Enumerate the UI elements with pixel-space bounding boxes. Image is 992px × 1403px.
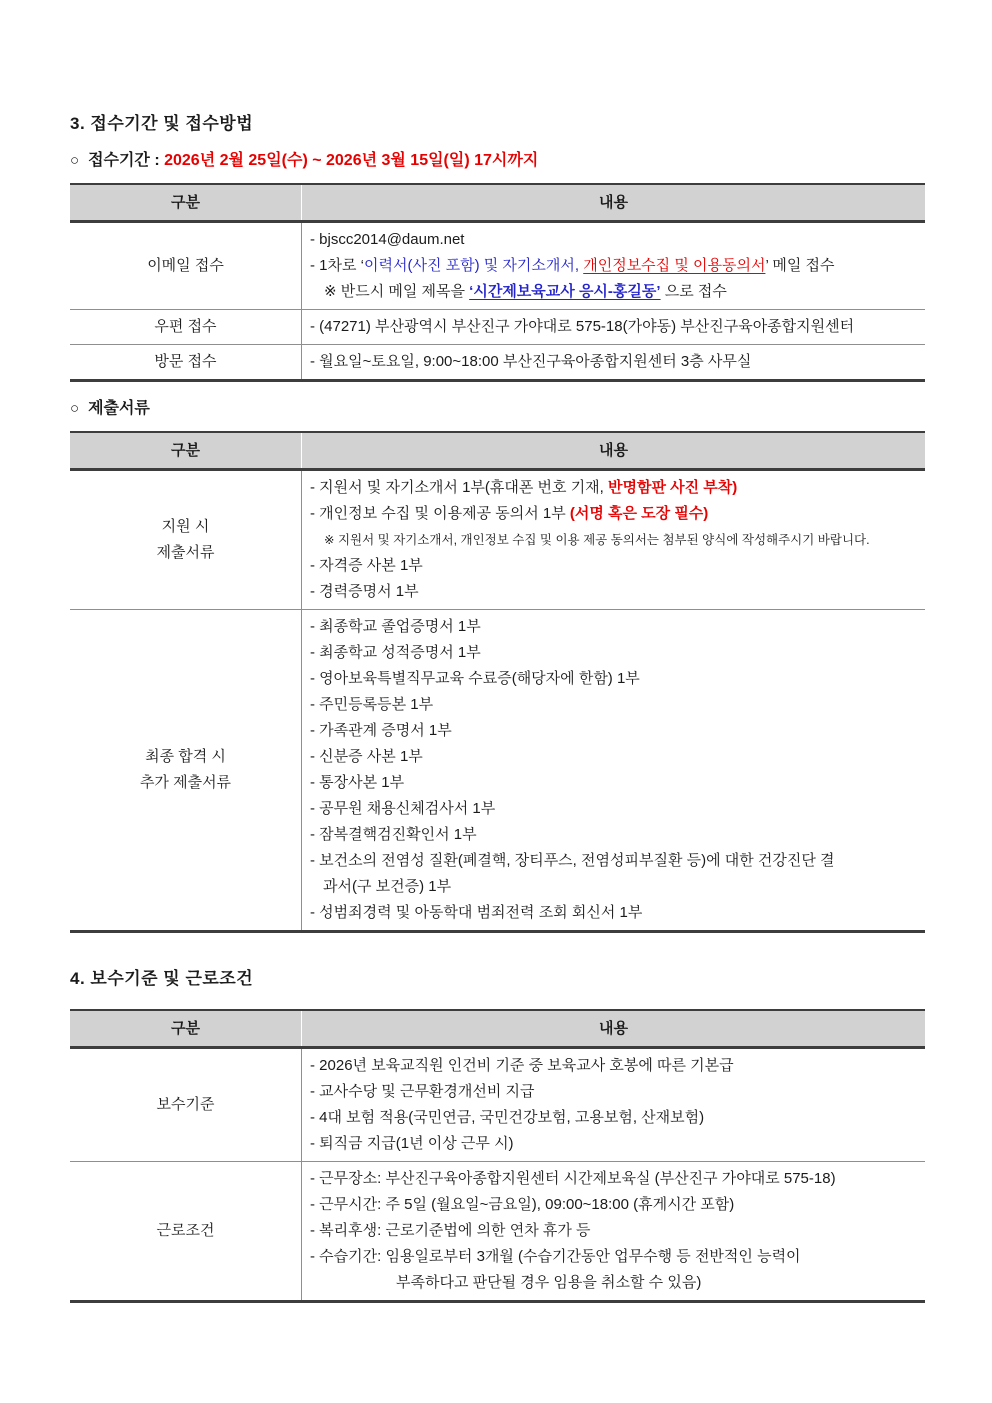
- row-label: [70, 1162, 302, 1300]
- content-line: - 월요일~토요일, 9:00~18:00 부산진구육아종합지원센터 3층 사무실: [310, 353, 752, 370]
- column-header: 내용: [599, 442, 628, 459]
- row-label-line: 보수기준: [156, 1096, 215, 1113]
- row-label-line: 방문 접수: [154, 353, 217, 370]
- table-header-row: [70, 433, 925, 471]
- row-content: [302, 1049, 925, 1161]
- content-line: - 영아보육특별직무교육 수료증(해당자에 한함) 1부: [310, 670, 640, 687]
- content-line: ※ 반드시 메일 제목을 ‘시간제보육교사 응시-홍길동’ 으로 접수: [324, 283, 727, 300]
- content-line: - 1차로 ‘이력서(사진 포함) 및 자기소개서, 개인정보수집 및 이용동의서’ 메일 접수: [310, 257, 835, 274]
- circle-bullet-icon: ○: [70, 400, 80, 417]
- content-line: - 수습기간: 임용일로부터 3개월 (수습기간동안 업무수행 등 전반적인 능력이: [310, 1248, 801, 1265]
- application-period-label: 접수기간 :: [88, 152, 165, 169]
- content-line: 과서(구 보건증) 1부: [323, 878, 452, 895]
- content-line: - 주민등록등본 1부: [310, 696, 434, 713]
- content-line: - 잠복결핵검진확인서 1부: [310, 826, 477, 843]
- table-row: [70, 1162, 925, 1300]
- row-label-line: 우편 접수: [154, 318, 217, 335]
- content-line: - bjscc2014@daum.net: [310, 231, 465, 248]
- content-line: - 자격증 사본 1부: [310, 557, 423, 574]
- content-line: - 퇴직금 지급(1년 이상 근무 시): [310, 1135, 514, 1152]
- row-label-line: 근로조건: [156, 1222, 215, 1239]
- content-line: - 통장사본 1부: [310, 774, 405, 791]
- row-label: [70, 471, 302, 609]
- content-line: - 교사수당 및 근무환경개선비 지급: [310, 1083, 535, 1100]
- table-row: [70, 1049, 925, 1162]
- application-period-value: 2026년 2월 25일(수) ~ 2026년 3월 15일(일) 17시까지: [164, 152, 539, 169]
- row-content: [302, 1162, 925, 1300]
- submission-docs-table: [70, 431, 925, 933]
- row-content: [302, 471, 925, 609]
- column-header: 구분: [70, 185, 302, 220]
- column-header: 내용: [599, 194, 628, 211]
- column-header: 구분: [70, 433, 302, 468]
- submission-docs-heading: [70, 399, 925, 419]
- column-header: 구분: [70, 1011, 302, 1046]
- table-row: [70, 610, 925, 930]
- column-header: 내용: [599, 1020, 628, 1037]
- table-row: [70, 471, 925, 610]
- content-line: - 근무시간: 주 5일 (월요일~금요일), 09:00~18:00 (휴게시간 포함): [310, 1196, 735, 1213]
- row-label-line: 추가 제출서류: [139, 774, 232, 791]
- content-line: - (47271) 부산광역시 부산진구 가야대로 575-18(가야동) 부산진구육아종합지원센터: [310, 318, 855, 335]
- row-label-line: 이메일 접수: [147, 257, 224, 274]
- content-line: - 최종학교 성적증명서 1부: [310, 644, 481, 661]
- table-row: [70, 345, 925, 379]
- row-content: [302, 345, 925, 379]
- row-content: [302, 310, 925, 344]
- content-line: - 지원서 및 자기소개서 1부(휴대폰 번호 기재, 반명함판 사진 부착): [310, 479, 738, 496]
- section-3-title: 3. 접수기간 및 접수방법: [70, 114, 254, 133]
- content-line: ※ 지원서 및 자기소개서, 개인정보 수집 및 이용 제공 동의서는 첨부된 양식에 작성해주시기 바랍니다.: [324, 533, 870, 547]
- circle-bullet-icon: ○: [70, 152, 80, 169]
- content-line: - 4대 보험 적용(국민연금, 국민건강보험, 고용보험, 산재보험): [310, 1109, 705, 1126]
- content-line: - 경력증명서 1부: [310, 583, 419, 600]
- row-content: [302, 223, 925, 309]
- row-content: [302, 610, 925, 930]
- application-period-line: [70, 151, 925, 171]
- table-header-row: [70, 185, 925, 223]
- content-line: - 2026년 보육교직원 인건비 기준 중 보육교사 호봉에 따른 기본급: [310, 1057, 734, 1074]
- table-row: [70, 310, 925, 345]
- table-row: [70, 223, 925, 310]
- content-line: - 보건소의 전염성 질환(폐결핵, 장티푸스, 전염성피부질환 등)에 대한 건강진단 결: [310, 852, 835, 869]
- content-line: 부족하다고 판단될 경우 임용을 취소할 수 있음): [396, 1274, 702, 1291]
- content-line: - 가족관계 증명서 1부: [310, 722, 452, 739]
- row-label: [70, 345, 302, 379]
- pay-conditions-table: [70, 1009, 925, 1303]
- content-line: - 근무장소: 부산진구육아종합지원센터 시간제보육실 (부산진구 가야대로 575-18): [310, 1170, 836, 1187]
- application-method-table: [70, 183, 925, 382]
- row-label-line: 지원 시: [161, 518, 210, 535]
- row-label: [70, 1049, 302, 1161]
- content-line: - 성범죄경력 및 아동학대 범죄전력 조회 회신서 1부: [310, 904, 643, 921]
- content-line: - 개인정보 수집 및 이용제공 동의서 1부 (서명 혹은 도장 필수): [310, 505, 709, 522]
- content-line: - 복리후생: 근로기준법에 의한 연차 휴가 등: [310, 1222, 591, 1239]
- submission-docs-label: 제출서류: [88, 400, 150, 417]
- row-label-line: 제출서류: [156, 544, 215, 561]
- content-line: - 최종학교 졸업증명서 1부: [310, 618, 481, 635]
- row-label-line: 최종 합격 시: [145, 748, 226, 765]
- row-label: [70, 223, 302, 309]
- row-label: [70, 310, 302, 344]
- table-header-row: [70, 1011, 925, 1049]
- content-line: - 공무원 채용신체검사서 1부: [310, 800, 496, 817]
- section-4-title: 4. 보수기준 및 근로조건: [70, 969, 254, 988]
- row-label: [70, 610, 302, 930]
- content-line: - 신분증 사본 1부: [310, 748, 423, 765]
